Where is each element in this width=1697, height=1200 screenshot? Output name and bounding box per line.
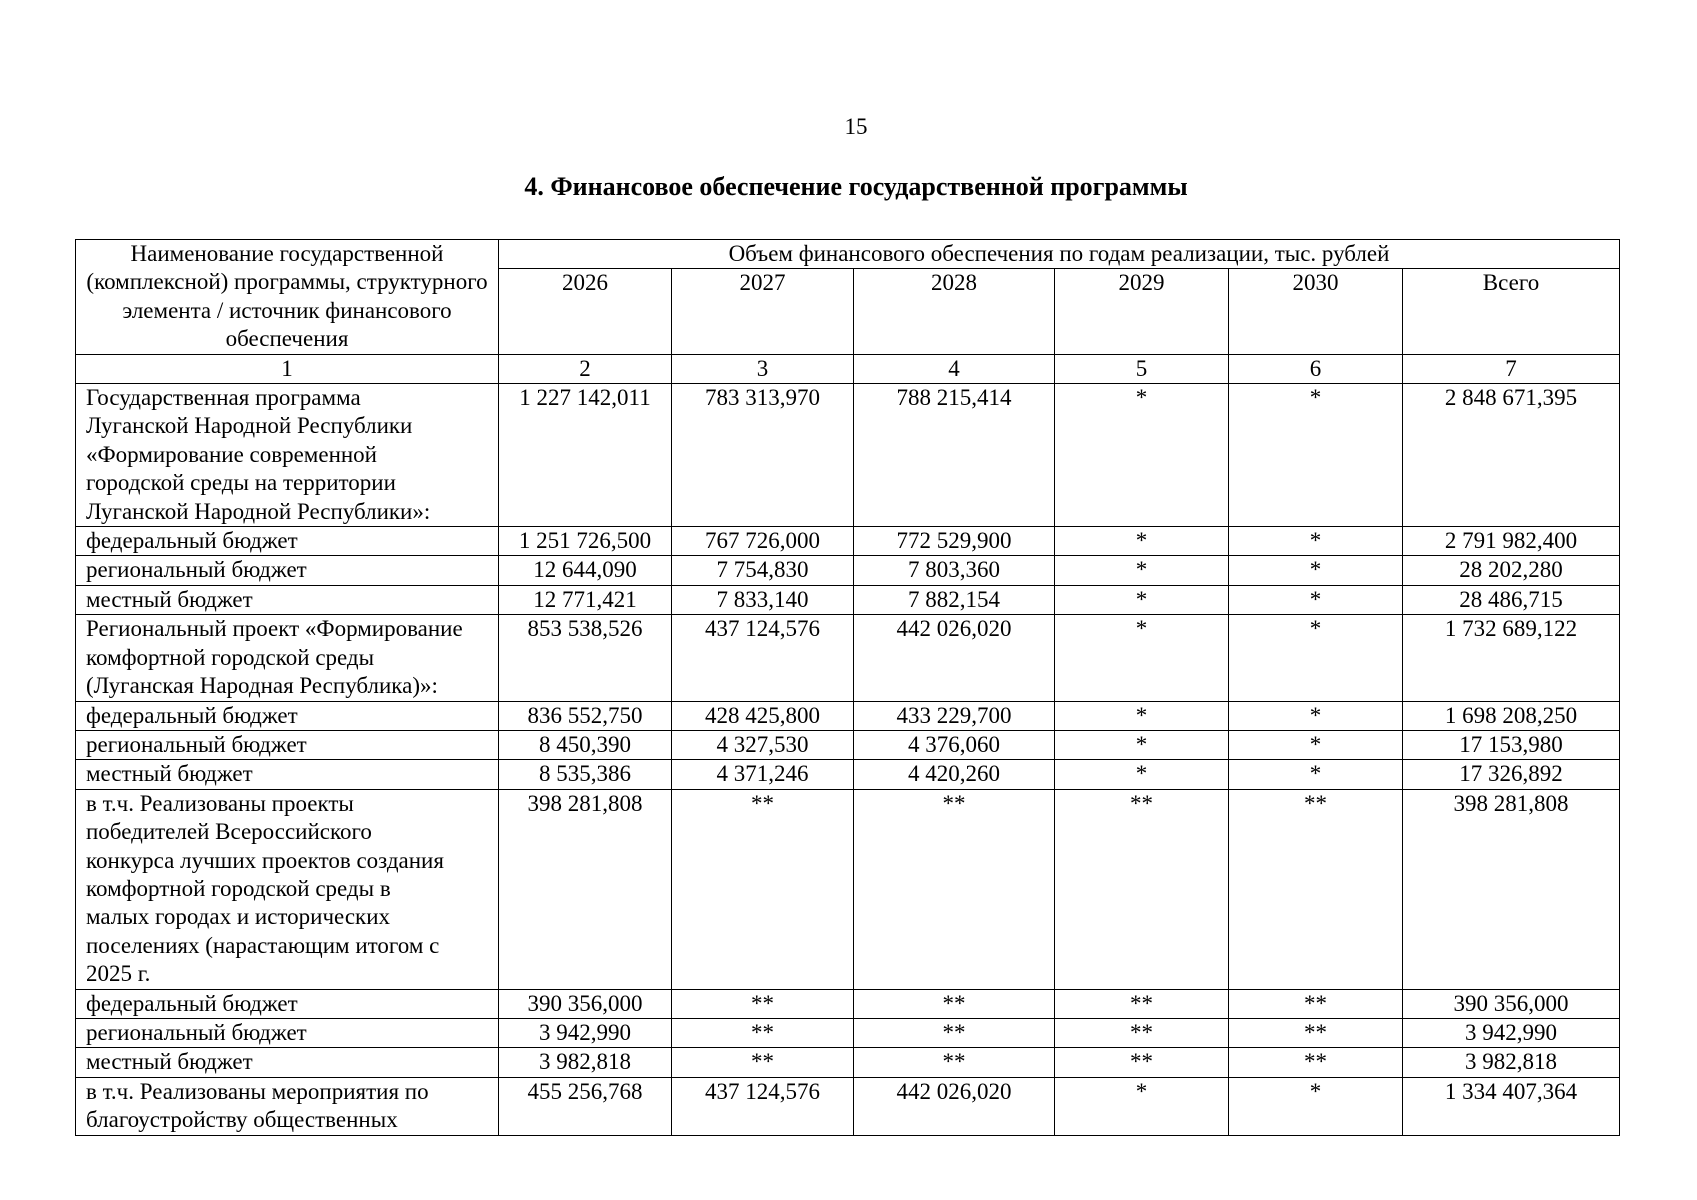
value-cell: **	[1055, 1018, 1229, 1047]
value-cell: 398 281,808	[1403, 789, 1620, 989]
table-row	[76, 760, 1620, 789]
header-name-column: Наименование государственной (комплексной) программы, структурного элемента / источник финансового обеспечения	[76, 240, 499, 355]
value-cell: *	[1055, 760, 1229, 789]
column-number: 5	[1055, 354, 1229, 383]
value-cell: *	[1229, 760, 1403, 789]
value-cell: 442 026,020	[854, 615, 1055, 701]
value-cell: **	[1229, 989, 1403, 1018]
value-cell: *	[1055, 615, 1229, 701]
value-cell: *	[1229, 615, 1403, 701]
column-number: 1	[76, 354, 499, 383]
table-row	[76, 384, 1620, 527]
row-name-cell	[76, 760, 499, 789]
value-cell: 783 313,970	[672, 384, 854, 527]
header-year-2026: 2026	[499, 269, 672, 354]
row-name-cell	[76, 585, 499, 614]
table-row	[76, 730, 1620, 759]
column-number: 6	[1229, 354, 1403, 383]
value-cell: 12 771,421	[499, 585, 672, 614]
header-year-2028: 2028	[854, 269, 1055, 354]
row-name: Государственная программа Луганской Народной Республики «Формирование современной городской среды на территории Луганской Народной Республики»:	[86, 385, 431, 524]
table-row	[76, 615, 1620, 701]
value-cell: 12 644,090	[499, 556, 672, 585]
value-cell: 3 942,990	[499, 1018, 672, 1047]
table-row	[76, 585, 1620, 614]
header-total: Всего	[1403, 269, 1620, 354]
value-cell: **	[854, 1048, 1055, 1077]
row-name: в т.ч. Реализованы проекты победителей Всероссийского конкурса лучших проектов создания комфортной городской среды в малых городах и исторических поселениях (нарастающим итогом с 2025 г.	[86, 790, 444, 987]
row-name: местный бюджет	[86, 586, 253, 612]
row-name: региональный бюджет	[86, 731, 307, 757]
value-cell: 455 256,768	[499, 1077, 672, 1135]
value-cell: 3 942,990	[1403, 1018, 1620, 1047]
page-number: 15	[844, 114, 868, 139]
value-cell: **	[1055, 1048, 1229, 1077]
value-cell: 17 326,892	[1403, 760, 1620, 789]
value-cell: **	[854, 989, 1055, 1018]
value-cell: 28 202,280	[1403, 556, 1620, 585]
value-cell: 3 982,818	[1403, 1048, 1620, 1077]
column-number: 2	[499, 354, 672, 383]
value-cell: *	[1055, 701, 1229, 730]
row-name-cell	[76, 989, 499, 1018]
value-cell: 1 227 142,011	[499, 384, 672, 527]
value-cell: 4 371,246	[672, 760, 854, 789]
value-cell: 2 848 671,395	[1403, 384, 1620, 527]
value-cell: 390 356,000	[499, 989, 672, 1018]
value-cell: *	[1055, 1077, 1229, 1135]
value-cell: 4 327,530	[672, 730, 854, 759]
table-row	[76, 701, 1620, 730]
value-cell: *	[1229, 556, 1403, 585]
value-cell: *	[1055, 556, 1229, 585]
value-cell: *	[1229, 384, 1403, 527]
row-name-cell	[76, 1018, 499, 1047]
section-title: 4. Финансовое обеспечение государственной программы	[524, 172, 1188, 201]
value-cell: 437 124,576	[672, 1077, 854, 1135]
value-cell: 4 420,260	[854, 760, 1055, 789]
value-cell: *	[1055, 585, 1229, 614]
row-name-cell	[76, 615, 499, 701]
row-name: федеральный бюджет	[86, 702, 298, 728]
row-name: в т.ч. Реализованы мероприятия по благоустройству общественных	[86, 1078, 429, 1133]
row-name-cell	[76, 384, 499, 527]
row-name-cell	[76, 527, 499, 556]
value-cell: *	[1055, 730, 1229, 759]
value-cell: 1 334 407,364	[1403, 1077, 1620, 1135]
table-row	[76, 989, 1620, 1018]
value-cell: **	[672, 989, 854, 1018]
value-cell: 836 552,750	[499, 701, 672, 730]
value-cell: **	[1229, 1048, 1403, 1077]
value-cell: **	[1229, 1018, 1403, 1047]
value-cell: 398 281,808	[499, 789, 672, 989]
header-row-1	[76, 240, 1620, 269]
value-cell: 437 124,576	[672, 615, 854, 701]
value-cell: *	[1229, 527, 1403, 556]
value-cell: 8 450,390	[499, 730, 672, 759]
row-name: местный бюджет	[86, 1049, 253, 1075]
value-cell: 7 833,140	[672, 585, 854, 614]
header-year-2027: 2027	[672, 269, 854, 354]
column-number: 4	[854, 354, 1055, 383]
financing-table	[75, 239, 1620, 1136]
value-cell: 772 529,900	[854, 527, 1055, 556]
value-cell: 17 153,980	[1403, 730, 1620, 759]
row-name-cell	[76, 789, 499, 989]
value-cell: 8 535,386	[499, 760, 672, 789]
row-name-cell	[76, 1048, 499, 1077]
table-row	[76, 1048, 1620, 1077]
table-row	[76, 556, 1620, 585]
value-cell: 7 754,830	[672, 556, 854, 585]
value-cell: 28 486,715	[1403, 585, 1620, 614]
row-name: федеральный бюджет	[86, 990, 298, 1016]
value-cell: 1 732 689,122	[1403, 615, 1620, 701]
column-number: 7	[1403, 354, 1620, 383]
table-row	[76, 1018, 1620, 1047]
value-cell: 433 229,700	[854, 701, 1055, 730]
row-name: федеральный бюджет	[86, 528, 298, 554]
value-cell: 390 356,000	[1403, 989, 1620, 1018]
value-cell: **	[1055, 989, 1229, 1018]
value-cell: **	[854, 789, 1055, 989]
row-name-cell	[76, 701, 499, 730]
column-number-row	[76, 354, 1620, 383]
value-cell: 7 882,154	[854, 585, 1055, 614]
value-cell: 3 982,818	[499, 1048, 672, 1077]
value-cell: *	[1229, 730, 1403, 759]
row-name-cell	[76, 556, 499, 585]
value-cell: *	[1229, 1077, 1403, 1135]
value-cell: 428 425,800	[672, 701, 854, 730]
row-name-cell	[76, 730, 499, 759]
row-name: местный бюджет	[86, 761, 253, 787]
table-row	[76, 1077, 1620, 1135]
row-name: Региональный проект «Формирование комфортной городской среды (Луганская Народная Республика)»:	[86, 616, 463, 699]
value-cell: 442 026,020	[854, 1077, 1055, 1135]
value-cell: 2 791 982,400	[1403, 527, 1620, 556]
header-year-2030: 2030	[1229, 269, 1403, 354]
row-name: региональный бюджет	[86, 1019, 307, 1045]
value-cell: 767 726,000	[672, 527, 854, 556]
value-cell: **	[672, 789, 854, 989]
value-cell: 4 376,060	[854, 730, 1055, 759]
value-cell: **	[672, 1048, 854, 1077]
row-name-cell	[76, 1077, 499, 1135]
value-cell: 788 215,414	[854, 384, 1055, 527]
value-cell: **	[854, 1018, 1055, 1047]
value-cell: *	[1055, 527, 1229, 556]
value-cell: **	[1229, 789, 1403, 989]
value-cell: 1 251 726,500	[499, 527, 672, 556]
value-cell: *	[1055, 384, 1229, 527]
value-cell: *	[1229, 701, 1403, 730]
table-row	[76, 789, 1620, 989]
row-name: региональный бюджет	[86, 557, 307, 583]
value-cell: 7 803,360	[854, 556, 1055, 585]
header-year-2029: 2029	[1055, 269, 1229, 354]
value-cell: 1 698 208,250	[1403, 701, 1620, 730]
column-number: 3	[672, 354, 854, 383]
value-cell: *	[1229, 585, 1403, 614]
value-cell: **	[672, 1018, 854, 1047]
header-group-label: Объем финансового обеспечения по годам реализации, тыс. рублей	[499, 240, 1620, 269]
value-cell: 853 538,526	[499, 615, 672, 701]
table-row	[76, 527, 1620, 556]
value-cell: **	[1055, 789, 1229, 989]
